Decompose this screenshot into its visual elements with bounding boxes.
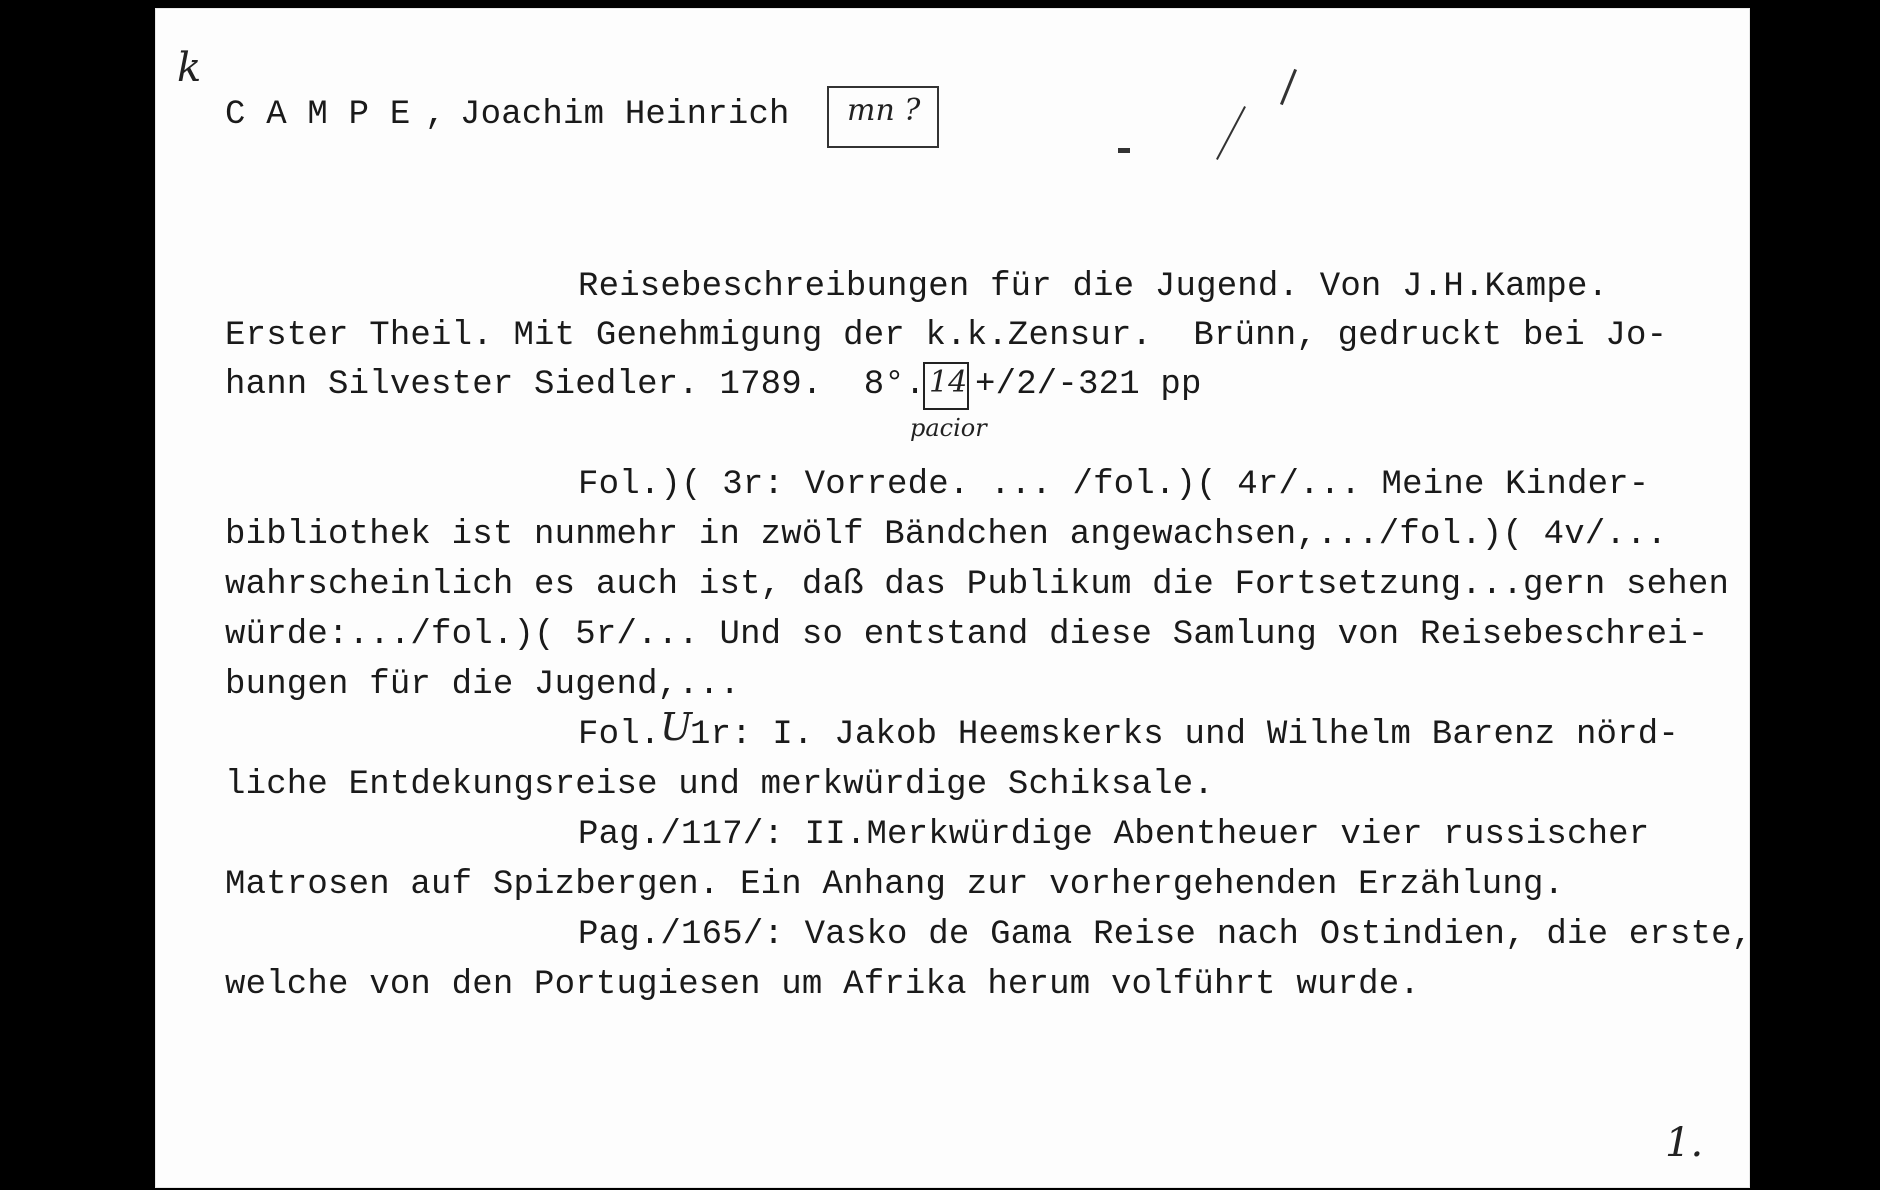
contents-line-3: Pag./117/: II.Merkwürdige Abentheuer vier russischer bbox=[578, 816, 1650, 854]
heading-given-names: Joachim Heinrich bbox=[460, 96, 790, 134]
pen-stroke bbox=[1216, 106, 1246, 160]
heading-surname: C A M P E bbox=[225, 96, 411, 134]
contents-fol-label: Fol. bbox=[578, 716, 661, 754]
contents-line-4: Matrosen auf Spizbergen. Ein Anhang zur vorhergehenden Erzählung. bbox=[225, 866, 1565, 904]
pen-stroke bbox=[1280, 69, 1297, 105]
citation-line-3: hann Silvester Siedler. 1789. 8°. bbox=[225, 366, 926, 404]
pen-stroke bbox=[1118, 148, 1130, 153]
citation-line-4: +/2/-321 pp bbox=[975, 366, 1202, 404]
contents-line-6: welche von den Portugiesen um Afrika herum volführt wurde. bbox=[225, 966, 1420, 1004]
notes-line-3: wahrscheinlich es auch ist, daß das Publikum die Fortsetzung...gern sehen bbox=[225, 566, 1730, 604]
contents-line-2: liche Entdekungsreise und merkwürdige Schiksale. bbox=[225, 766, 1214, 804]
corner-handwritten-mark: k bbox=[177, 45, 202, 91]
card-number: 1. bbox=[1665, 1120, 1704, 1166]
notes-line-2: bibliothek ist nunmehr in zwölf Bändchen angewachsen,.../fol.)( 4v/... bbox=[225, 516, 1668, 554]
contents-line-1: 1r: I. Jakob Heemskerks und Wilhelm Barenz nörd- bbox=[690, 716, 1679, 754]
handwritten-fol-mark: U bbox=[660, 705, 693, 749]
handwritten-note: mn ? bbox=[847, 93, 921, 128]
citation-line-1: Reisebeschreibungen für die Jugend. Von J.H.Kampe. bbox=[578, 268, 1609, 306]
notes-line-5: bungen für die Jugend,... bbox=[225, 666, 741, 704]
heading-separator: , bbox=[425, 96, 446, 134]
notes-line-1: Fol.)( 3r: Vorrede. ... /fol.)( 4r/... Meine Kinder- bbox=[578, 466, 1650, 504]
handwritten-page-count: 14 bbox=[929, 365, 968, 400]
contents-line-5: Pag./165/: Vasko de Gama Reise nach Ostindien, die erste, bbox=[578, 916, 1753, 954]
handwritten-under-note: pacior bbox=[910, 414, 987, 442]
citation-line-2: Erster Theil. Mit Genehmigung der k.k.Zensur. Brünn, gedruckt bei Jo- bbox=[225, 317, 1668, 355]
catalog-card bbox=[155, 8, 1753, 1188]
notes-line-4: würde:.../fol.)( 5r/... Und so entstand diese Samlung von Reisebeschrei- bbox=[225, 616, 1709, 654]
